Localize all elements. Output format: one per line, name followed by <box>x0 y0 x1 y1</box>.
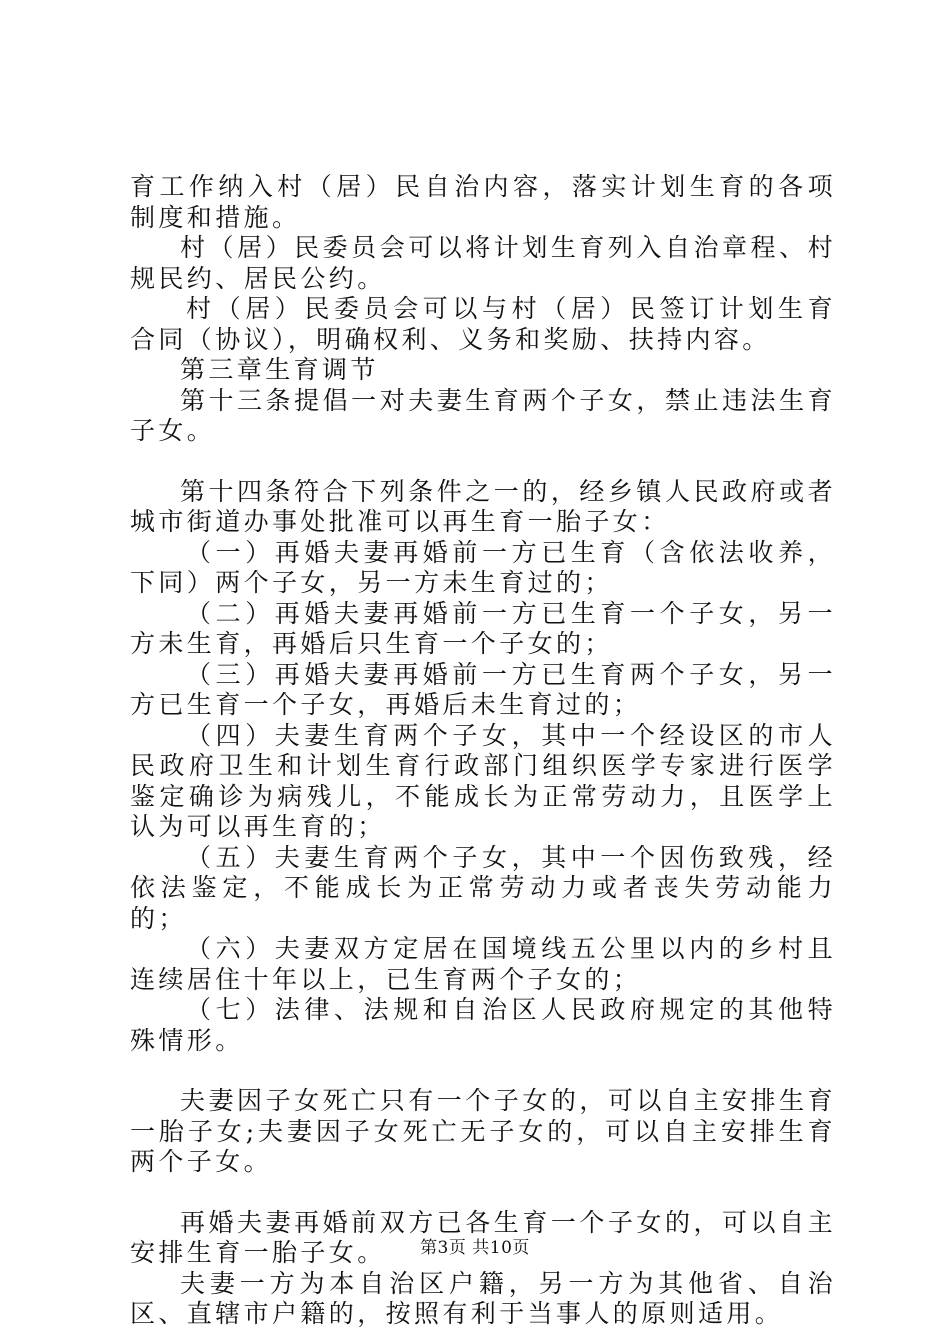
page-number-footer: 第3页 共10页 <box>420 1238 530 1258</box>
paragraph-village-charter: 村（居）民委员会可以将计划生育列入自治章程、村规民约、居民公约。 <box>130 233 836 293</box>
article-14-item-7: （七）法律、法规和自治区人民政府规定的其他特殊情形。 <box>130 995 836 1055</box>
paragraph-remarried-couple: 再婚夫妻再婚前双方已各生育一个子女的，可以自主安排生育一胎子女。 <box>130 1207 836 1267</box>
article-14-item-3: （三）再婚夫妻再婚前一方已生育两个子女，另一方已生育一个子女，再婚后未生育过的； <box>130 659 836 719</box>
paragraph-cross-province: 夫妻一方为本自治区户籍，另一方为其他省、自治区、直辖市户籍的，按照有利于当事人的原则适用。 <box>130 1268 836 1328</box>
article-14-item-4: （四）夫妻生育两个子女，其中一个经设区的市人民政府卫生和计划生育行政部门组织医学专家进行医学鉴定确诊为病残儿，不能成长为正常劳动力，且医学上认为可以再生育的； <box>130 720 836 841</box>
paragraph-village-contract: 村（居）民委员会可以与村（居）民签订计划生育合同（协议），明确权利、义务和奖励、扶持内容。 <box>130 294 836 354</box>
article-14-item-2: （二）再婚夫妻再婚前一方已生育一个子女，另一方未生育，再婚后只生育一个子女的； <box>130 598 836 658</box>
article-14-item-5: （五）夫妻生育两个子女，其中一个因伤致残，经依法鉴定，不能成长为正常劳动力或者丧失劳动能力的； <box>130 842 836 933</box>
article-13: 第十三条提倡一对夫妻生育两个子女，禁止违法生育子女。 <box>130 385 836 445</box>
article-14: 第十四条符合下列条件之一的，经乡镇人民政府或者城市街道办事处批准可以再生育一胎子女： <box>130 476 836 536</box>
chapter-heading: 第三章生育调节 <box>180 355 379 384</box>
article-14-item-6: （六）夫妻双方定居在国境线五公里以内的乡村且连续居住十年以上，已生育两个子女的； <box>130 934 836 994</box>
paragraph-child-death: 夫妻因子女死亡只有一个子女的，可以自主安排生育一胎子女;夫妻因子女死亡无子女的，可以自主安排生育两个子女。 <box>130 1086 836 1176</box>
article-14-item-1: （一）再婚夫妻再婚前一方已生育（含依法收养，下同）两个子女，另一方未生育过的； <box>130 537 836 597</box>
document-body <box>130 172 836 1330</box>
paragraph-continuation: 育工作纳入村（居）民自治内容，落实计划生育的各项制度和措施。 <box>130 172 836 232</box>
